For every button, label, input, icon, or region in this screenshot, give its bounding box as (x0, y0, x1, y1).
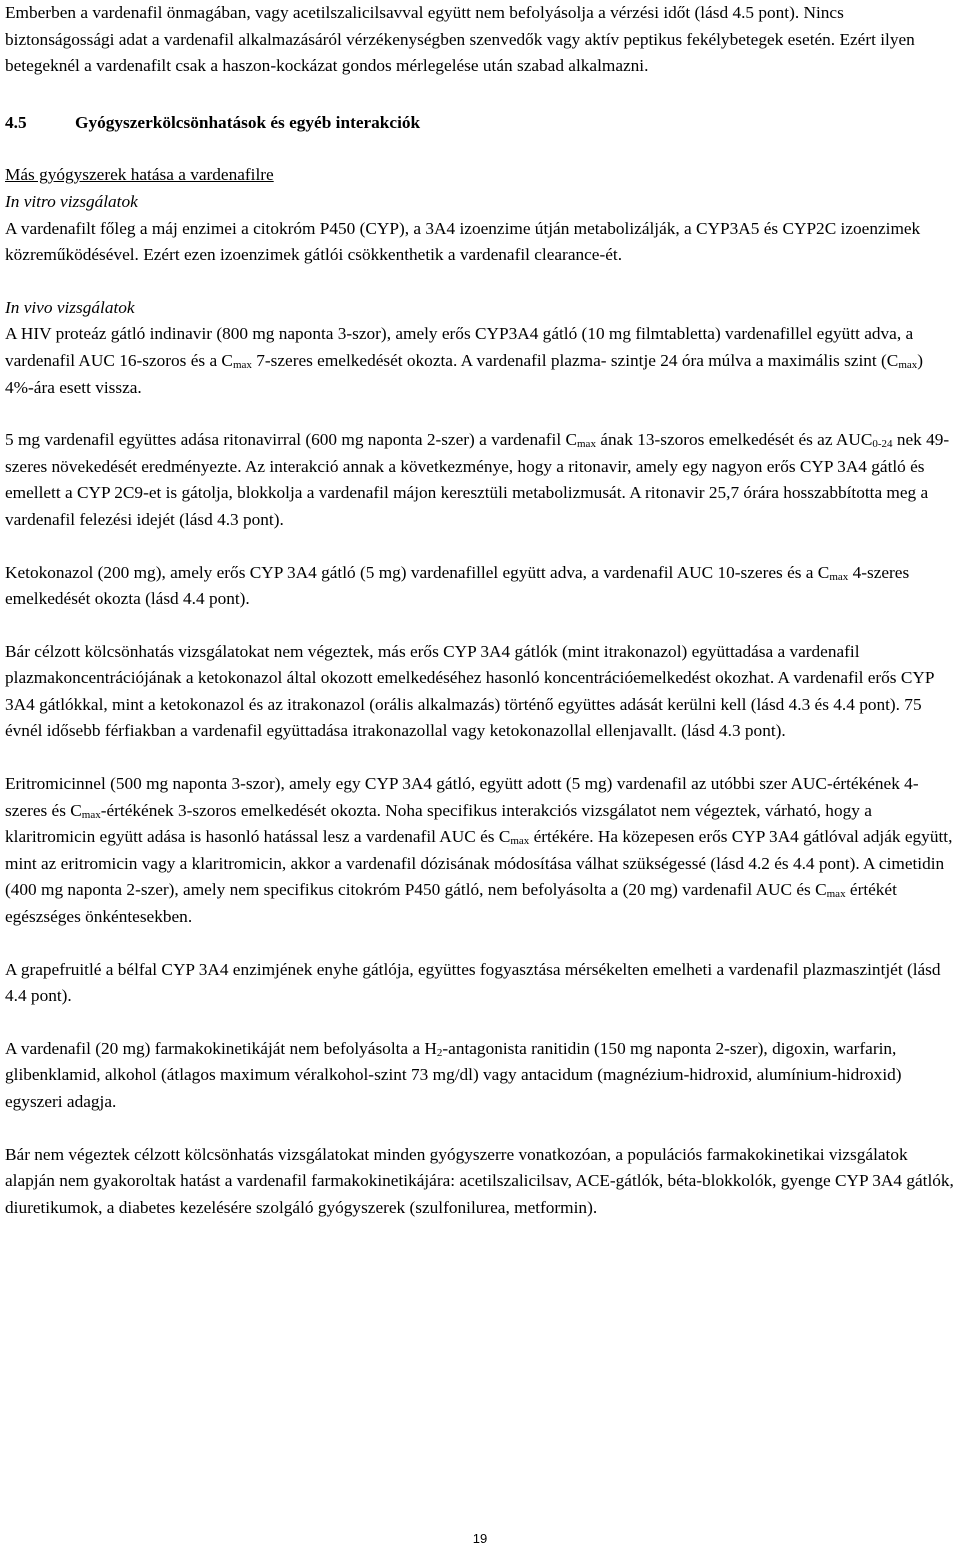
eritromicin-text-3: értékére. Ha közepesen erős CYP 3A4 gátlóval adják együtt, mint az eritromicin vagy a klaritromicin, akkor a vardenafil dózisának módosítása válhat szükségessé (lásd 4.2 és 4.4 pont). A cimetidin (400 mg naponta 2-szer), amely nem specifikus citokróm P450 gátló, nem befolyásolta a (20 mg) vardenafil AUC és C (5, 827, 953, 900)
section-number: 4.5 (5, 112, 27, 132)
in-vivo-label: In vivo vizsgálatok (5, 297, 135, 317)
ketokonazol-paragraph (5, 560, 955, 613)
eritromicin-text-1: Eritromicinnel (500 mg naponta 3-szor), amely egy CYP 3A4 gátló, együtt adott (5 mg) vardenafil az utóbbi szer AUC-értékének 4-szeres és C (5, 774, 919, 820)
auc-subscript: 0-24 (872, 438, 893, 451)
eritromicin-text-2: -értékének 3-szoros emelkedését okozta. Noha specifikus interakciós vizsgálatot nem végeztek, várható, hogy a klaritromicin együtt adása is hasonló hatással lesz a vardenafil AUC és C (5, 800, 872, 847)
ritonavir-text-1: 5 mg vardenafil együttes adása ritonavirral (600 mg naponta 2-szer) a vardenafil C (5, 430, 577, 450)
grapefruit-paragraph: A grapefruitlé a bélfal CYP 3A4 enzimjének enyhe gátlója, együttes fogyasztása mérsékelten emelheti a vardenafil plazmaszintjét (lásd 4.4 pont). (5, 959, 941, 1006)
indinavir-text-1: A HIV proteáz gátló indinavir (800 mg naponta 3-szor), amely erős CYP3A4 gátló (10 mg filmtabletta) vardenafillel együtt adva, a vardenafil AUC 16-szoros és a C (5, 324, 914, 370)
eritromicin-paragraph (5, 771, 955, 931)
in-vitro-label: In vitro vizsgálatok (5, 191, 138, 211)
cmax-subscript: max (829, 570, 849, 583)
section-title: Gyógyszerkölcsönhatások és egyéb interakciók (75, 112, 421, 132)
section-heading (5, 110, 955, 137)
intro-paragraph: Emberben a vardenafil önmagában, vagy acetilszalicilsavval együtt nem befolyásolja a vérzési időt (lásd 4.5 pont). Nincs biztonságossági adat a vardenafil alkalmazásáról vérzékenységben szenvedők vagy aktív peptikus fekélybetegek esetén. Ezért ilyen betegeknél a vardenafilt csak a haszon-kockázat gondos mérlegelése után szabad alkalmazni. (5, 3, 915, 76)
ritonavir-text-2: ának 13-szoros emelkedését és az AUC (595, 430, 873, 450)
ranitidin-text-2: -antagonista ranitidin (150 mg naponta 2-szer), digoxin, warfarin, glibenklamid, alkohol (átlagos maximum véralkohol-szint 73 mg/dl) vagy antacidum (magnézium-hidroxid, alumínium-hidroxid) egyszeri adagja. (5, 1038, 902, 1111)
document-page (5, 0, 955, 1221)
ritonavir-paragraph (5, 427, 955, 533)
cmax-subscript: max (81, 808, 101, 821)
section-subtitle: Más gyógyszerek hatása a vardenafilre (5, 165, 274, 185)
indinavir-text-2: 7-szeres emelkedését okozta. A vardenafil plazma- szintje 24 óra múlva a maximális szint (C (251, 350, 899, 370)
indinavir-paragraph (5, 321, 955, 401)
ritonavir-text-3: nek 49-szeres növekedését eredményezte. Az interakció annak a következménye, hogy a ritonavir, amely egy nagyon erős CYP 3A4 gátló és emellett a CYP 2C9-et is gátolja, blokkolja a vardenafil májon keresztüli metabolizmusát. A ritonavir 25,7 órára hosszabbította meg a vardenafil felezési idejét (lásd 4.3 pont). (5, 430, 950, 529)
indinavir-text-3: ) 4%-ára esett vissza. (5, 350, 924, 397)
cmax-subscript: max (232, 358, 252, 371)
ketokonazol-text-2: 4-szeres emelkedését okozta (lásd 4.4 pont). (5, 562, 910, 609)
in-vitro-paragraph: A vardenafilt főleg a máj enzimei a citokróm P450 (CYP), a 3A4 izoenzime útján metabolizálják, a CYP3A5 és CYP2C izoenzimek közreműködésével. Ezért ezen izoenzimek gátlói csökkenthetik a vardenafil clearance-ét. (5, 218, 921, 265)
eritromicin-text-4: értékét egészséges önkéntesekben. (5, 880, 897, 927)
h2-subscript: 2 (436, 1046, 443, 1059)
itrakonazol-paragraph: Bár célzott kölcsönhatás vizsgálatokat nem végeztek, más erős CYP 3A4 gátlók (mint itrakonazol) együttadása a vardenafil plazmakoncentrációjának a ketokonazol által okozott emelkedéséhez hasonló koncentrációemelkedést okozhat. A vardenafil erős CYP 3A4 gátlókkal, mint a ketokonazol és az itrakonazol (orális alkalmazás) történő együttes adását kerülni kell (lásd 4.3 és 4.4 pont). 75 évnél idősebb férfiakban a vardenafil együttadása itrakonazollal vagy ketokonazollal ellenjavallt. (lásd 4.3 pont). (5, 641, 934, 741)
ranitidin-text-1: A vardenafil (20 mg) farmakokinetikáját nem befolyásolta a H (5, 1038, 437, 1058)
ranitidin-paragraph (5, 1036, 955, 1116)
ketokonazol-text-1: Ketokonazol (200 mg), amely erős CYP 3A4 gátló (5 mg) vardenafillel együtt adva, a vardenafil AUC 10-szeres és a C (5, 562, 830, 582)
cmax-subscript: max (510, 835, 530, 848)
cmax-subscript: max (826, 888, 846, 901)
cmax-subscript: max (898, 358, 918, 371)
cmax-subscript: max (577, 438, 596, 451)
page-number: 19 (472, 1531, 488, 1546)
populacio-paragraph: Bár nem végeztek célzott kölcsönhatás vizsgálatokat minden gyógyszerre vonatkozóan, a populációs farmakokinetikai vizsgálatok alapján nem gyakoroltak hatást a vardenafil farmakokinetikájára: acetilszalicilsav, ACE-gátlók, béta-blokkolók, gyenge CYP 3A4 gátlók, diuretikumok, a diabetes kezelésére szolgáló gyógyszerek (szulfonilurea, metformin). (5, 1144, 954, 1217)
